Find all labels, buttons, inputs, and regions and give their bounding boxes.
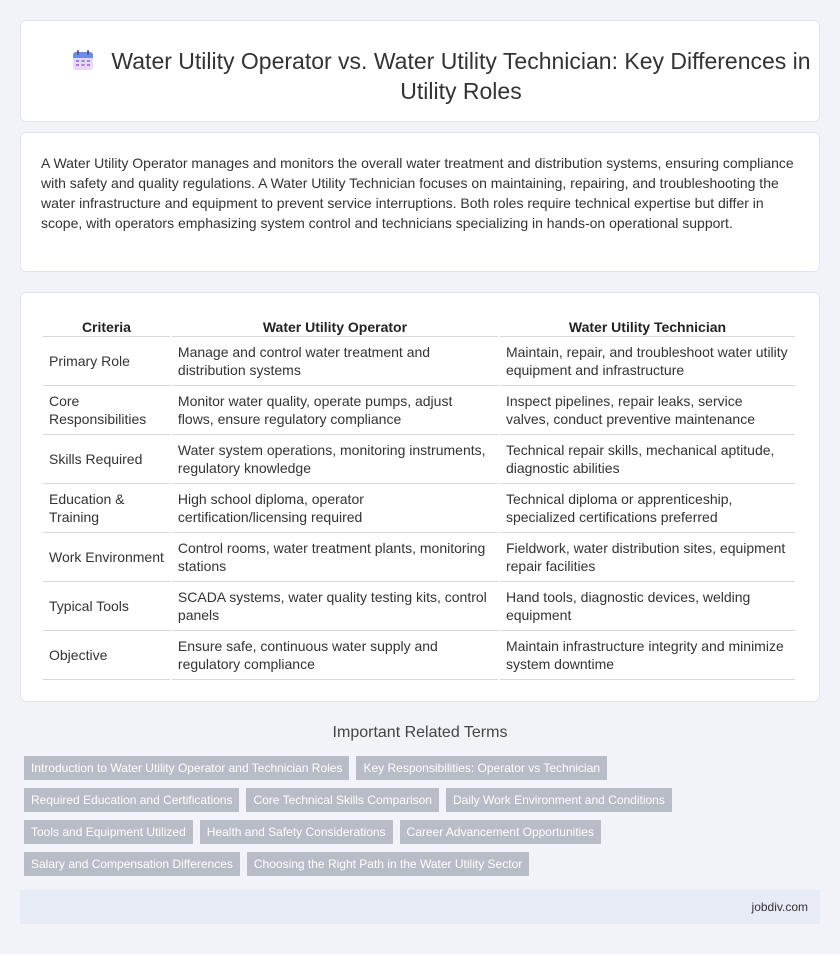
table-row (43, 582, 795, 631)
table-cell: Ensure safe, continuous water supply and regulatory compliance (172, 631, 498, 680)
intro-text: A Water Utility Operator manages and monitors the overall water treatment and distribution systems, ensuring compliance with safety and quality regulations. A Water Utility Technician focuses on maintaining, repairing, and troubleshooting the water infrastructure and equipment to prevent service interruptions. Both roles require technical expertise but differ in scope, with operators emphasizing system control and technicians specializing in hands-on operational support. (41, 155, 794, 231)
table-header: Water Utility Technician (500, 311, 795, 337)
table-cell: SCADA systems, water quality testing kits, control panels (172, 582, 498, 631)
calendar-icon (71, 48, 95, 72)
header-card (20, 20, 820, 122)
tag-row (24, 756, 824, 780)
related-term-tag[interactable]: Key Responsibilities: Operator vs Technician (356, 756, 607, 780)
table-cell: Inspect pipelines, repair leaks, service valves, conduct preventive maintenance (500, 386, 795, 435)
table-header: Water Utility Operator (172, 311, 498, 337)
intro-card (20, 132, 820, 272)
table-cell: Technical repair skills, mechanical aptitude, diagnostic abilities (500, 435, 795, 484)
table-cell: Water system operations, monitoring instruments, regulatory knowledge (172, 435, 498, 484)
table-cell: Control rooms, water treatment plants, monitoring stations (172, 533, 498, 582)
table-cell: Core Responsibilities (43, 386, 170, 435)
related-term-tag[interactable]: Required Education and Certifications (24, 788, 239, 812)
footer (20, 890, 820, 924)
table-row (43, 631, 795, 680)
table-cell: Monitor water quality, operate pumps, adjust flows, ensure regulatory compliance (172, 386, 498, 435)
comparison-table (41, 311, 797, 680)
table-cell: Primary Role (43, 337, 170, 386)
related-terms-list (24, 756, 824, 884)
related-term-tag[interactable]: Choosing the Right Path in the Water Utility Sector (247, 852, 529, 876)
tag-row (24, 820, 824, 844)
table-cell: Maintain, repair, and troubleshoot water utility equipment and infrastructure (500, 337, 795, 386)
page-title: Water Utility Operator vs. Water Utility Technician: Key Differences in Utility Roles (111, 48, 811, 104)
table-cell: Skills Required (43, 435, 170, 484)
table-row (43, 533, 795, 582)
related-term-tag[interactable]: Salary and Compensation Differences (24, 852, 240, 876)
table-header: Criteria (43, 311, 170, 337)
table-row (43, 484, 795, 533)
related-term-tag[interactable]: Introduction to Water Utility Operator and Technician Roles (24, 756, 349, 780)
footer-site-link[interactable]: jobdiv.com (751, 900, 808, 914)
table-cell: Hand tools, diagnostic devices, welding equipment (500, 582, 795, 631)
related-term-tag[interactable]: Daily Work Environment and Conditions (446, 788, 672, 812)
table-cell: Education & Training (43, 484, 170, 533)
table-row (43, 435, 795, 484)
related-terms-title: Important Related Terms (332, 724, 508, 741)
related-term-tag[interactable]: Core Technical Skills Comparison (246, 788, 439, 812)
table-cell: Technical diploma or apprenticeship, specialized certifications preferred (500, 484, 795, 533)
tag-row (24, 852, 824, 876)
related-term-tag[interactable]: Tools and Equipment Utilized (24, 820, 193, 844)
table-cell: High school diploma, operator certification/licensing required (172, 484, 498, 533)
table-cell: Maintain infrastructure integrity and minimize system downtime (500, 631, 795, 680)
table-row (43, 386, 795, 435)
tag-row (24, 788, 824, 812)
table-cell: Fieldwork, water distribution sites, equipment repair facilities (500, 533, 795, 582)
table-cell: Work Environment (43, 533, 170, 582)
table-row (43, 337, 795, 386)
related-term-tag[interactable]: Career Advancement Opportunities (400, 820, 601, 844)
table-header-row (43, 311, 795, 337)
comparison-card (20, 292, 820, 702)
related-term-tag[interactable]: Health and Safety Considerations (200, 820, 393, 844)
table-cell: Objective (43, 631, 170, 680)
table-cell: Manage and control water treatment and distribution systems (172, 337, 498, 386)
table-cell: Typical Tools (43, 582, 170, 631)
